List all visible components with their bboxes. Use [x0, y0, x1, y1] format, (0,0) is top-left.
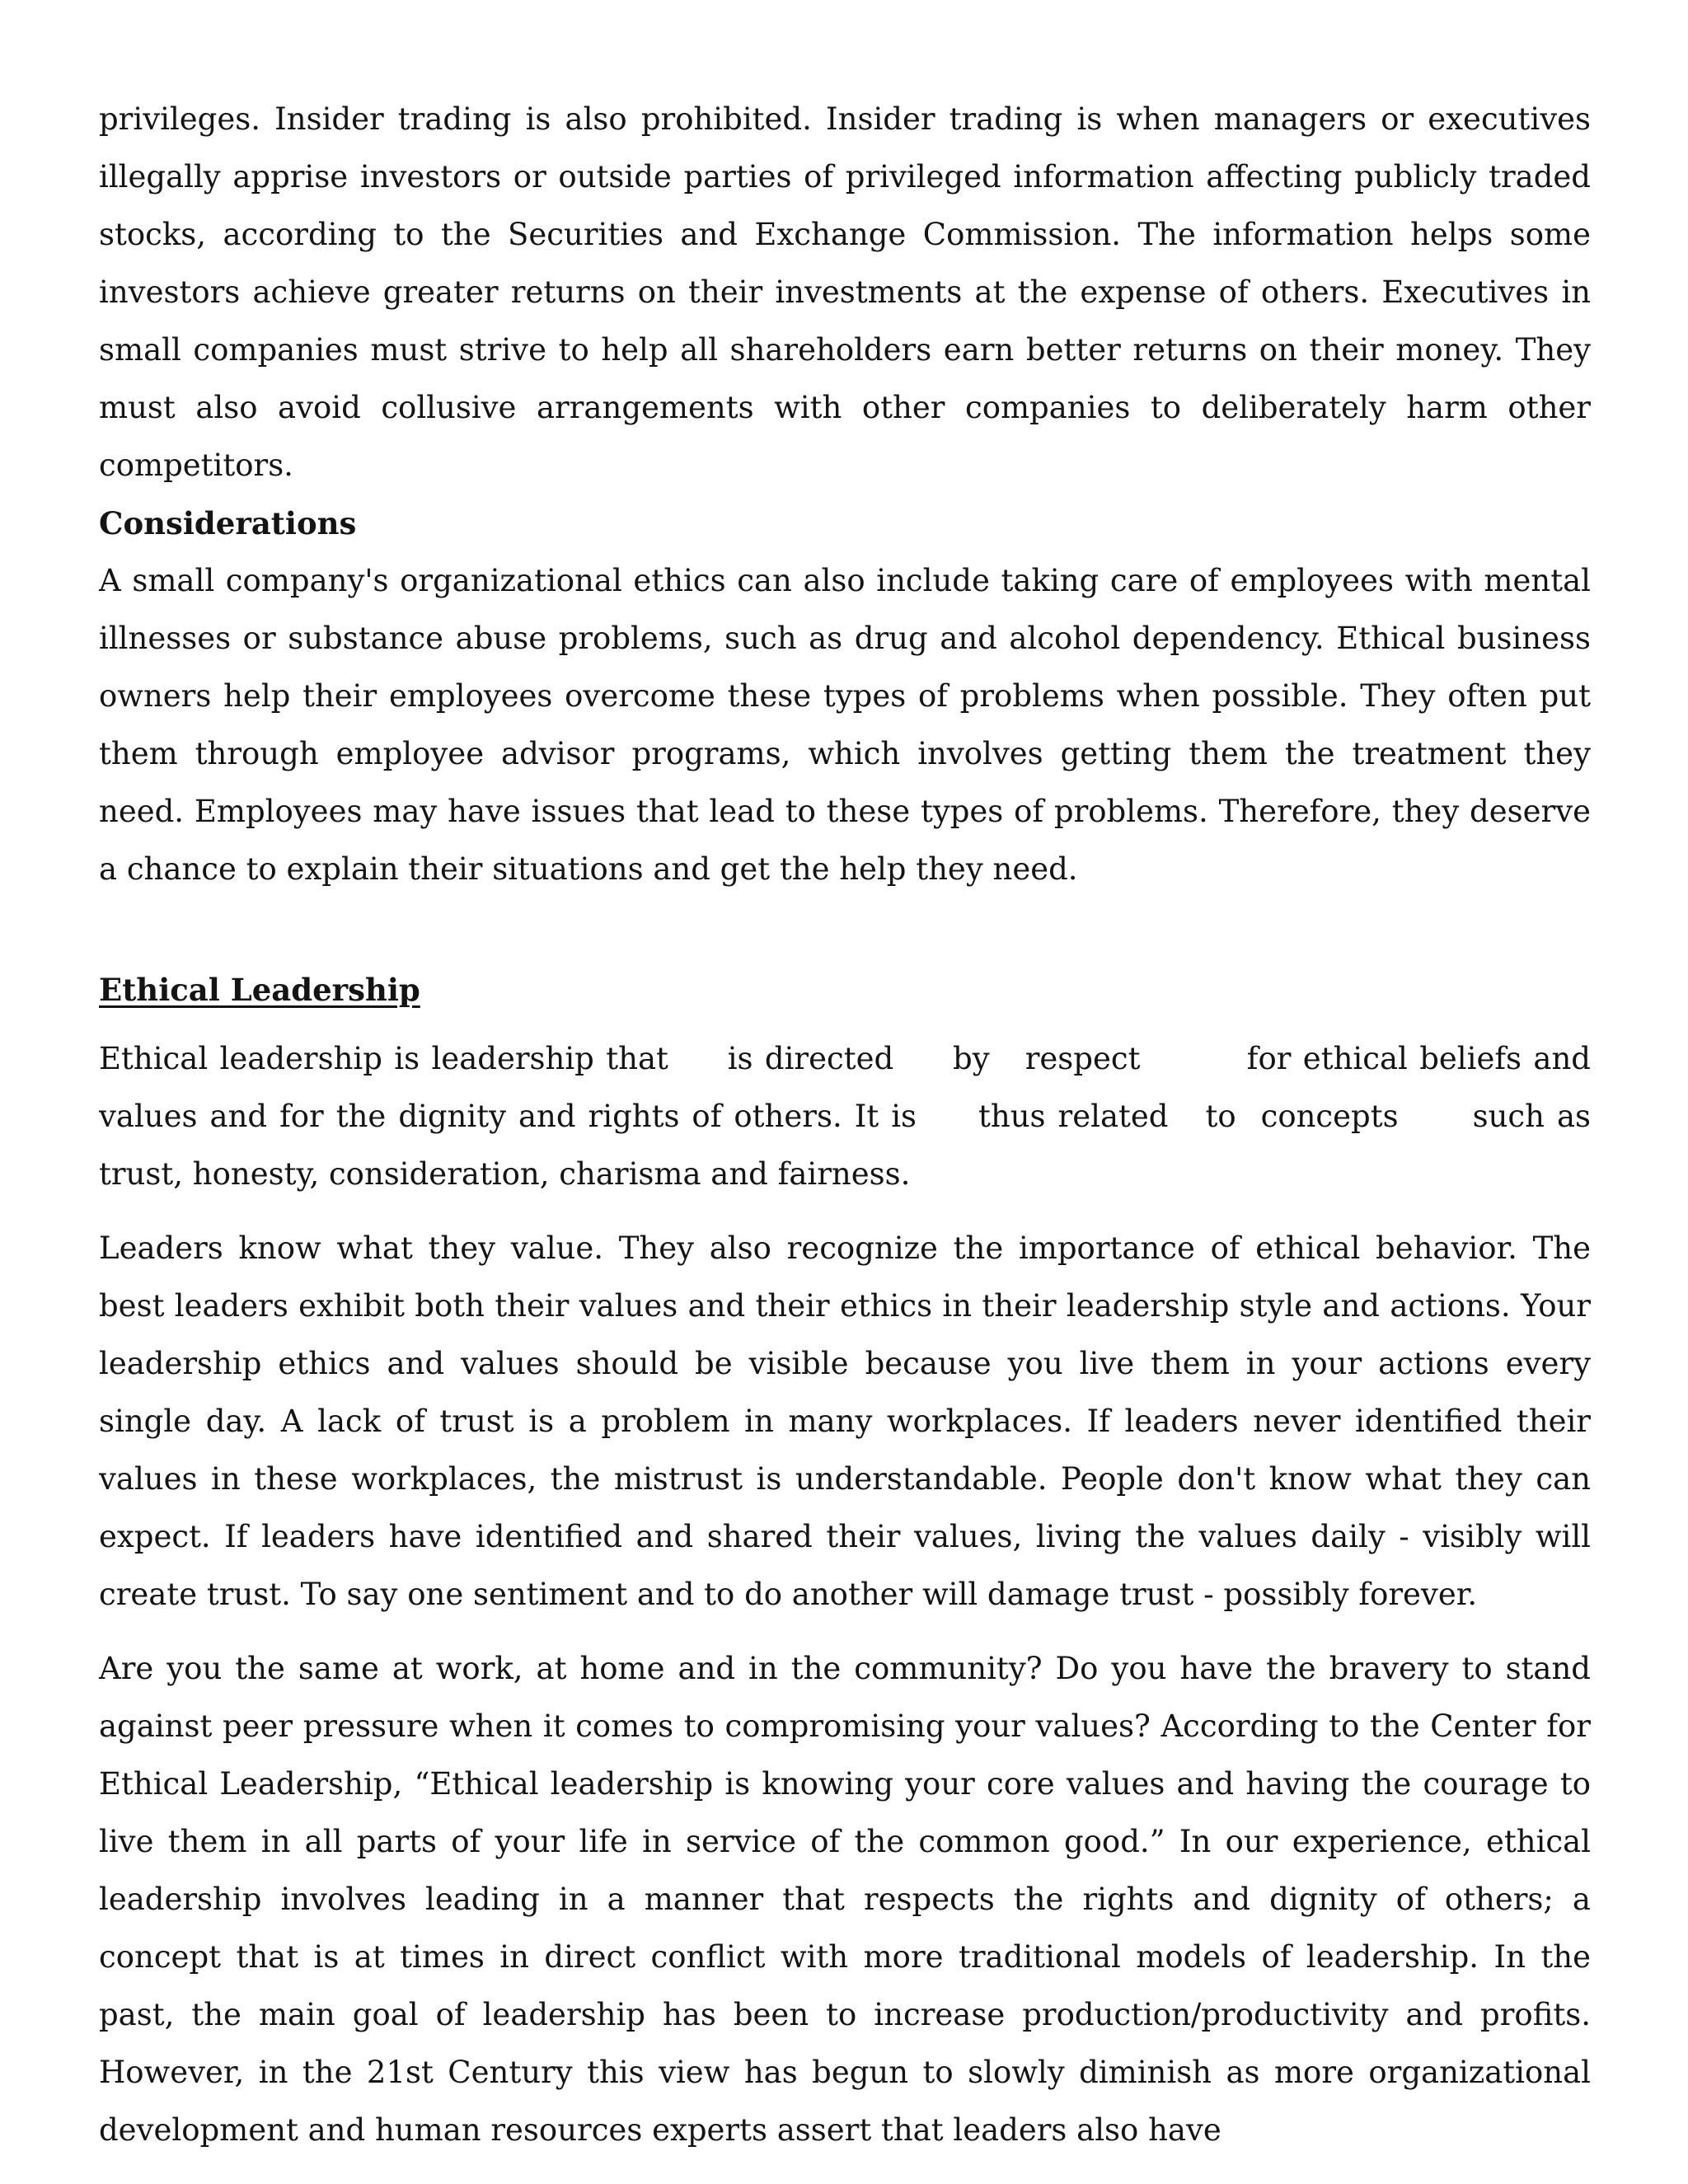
- paragraph-same-at-work: Are you the same at work, at home and in the community? Do you have the bravery to stand against peer pressure when it comes to compromising your values? According to the Center for Ethical Leadership, “Ethical leadership is knowing your core values and having the courage to live them in all parts of your life in service of the common good.” In our experience, ethical leadership involves leading in a manner that respects the rights and dignity of others; a concept that is at times in direct conflict with more traditional models of leadership. In the past, the main goal of leadership has been to increase production/productivity and profits. However, in the 21st Century this view has begun to slowly diminish as more organizational development and human resources experts assert that leaders also have: [99, 1651, 1591, 2148]
- heading-ethical-leadership: Ethical Leadership: [99, 972, 420, 1008]
- paragraph-ethical-definition: Ethical leadership is leadership that is directed by respect for ethical beliefs and values and for the dignity and rights of others. It is thus related to concepts such as trust, honesty, consideration, charisma and fairness.: [99, 1041, 1601, 1192]
- paragraph-leaders-values: Leaders know what they value. They also recognize the importance of ethical behavior. The best leaders exhibit both their values and their ethics in their leadership style and actions. Your leadership ethics and values should be visible because you live them in your actions every single day. A lack of trust is a problem in many workplaces. If leaders never identified their values in these workplaces, the mistrust is understandable. People don't know what they can expect. If leaders have identified and shared their values, living the values daily - visibly will create trust. To say one sentiment and to do another will damage trust - possibly forever.: [99, 1230, 1591, 1612]
- document-page: [99, 91, 1601, 2159]
- paragraph-considerations: A small company's organizational ethics can also include taking care of employees with mental illnesses or substance abuse problems, such as drug and alcohol dependency. Ethical business owners help their employees overcome these types of problems when possible. They often put them through employee advisor programs, which involves getting them the treatment they need. Employees may have issues that lead to these types of problems. Therefore, they deserve a chance to explain their situations and get the help they need.: [99, 563, 1591, 887]
- paragraph-insider-trading: privileges. Insider trading is also prohibited. Insider trading is when managers or executives illegally apprise investors or outside parties of privileged information affecting publicly traded stocks, according to the Securities and Exchange Commission. The information helps some investors achieve greater returns on their investments at the expense of others. Executives in small companies must strive to help all shareholders earn better returns on their money. They must also avoid collusive arrangements with other companies to deliberately harm other competitors.: [99, 101, 1591, 483]
- heading-considerations: Considerations: [99, 505, 357, 541]
